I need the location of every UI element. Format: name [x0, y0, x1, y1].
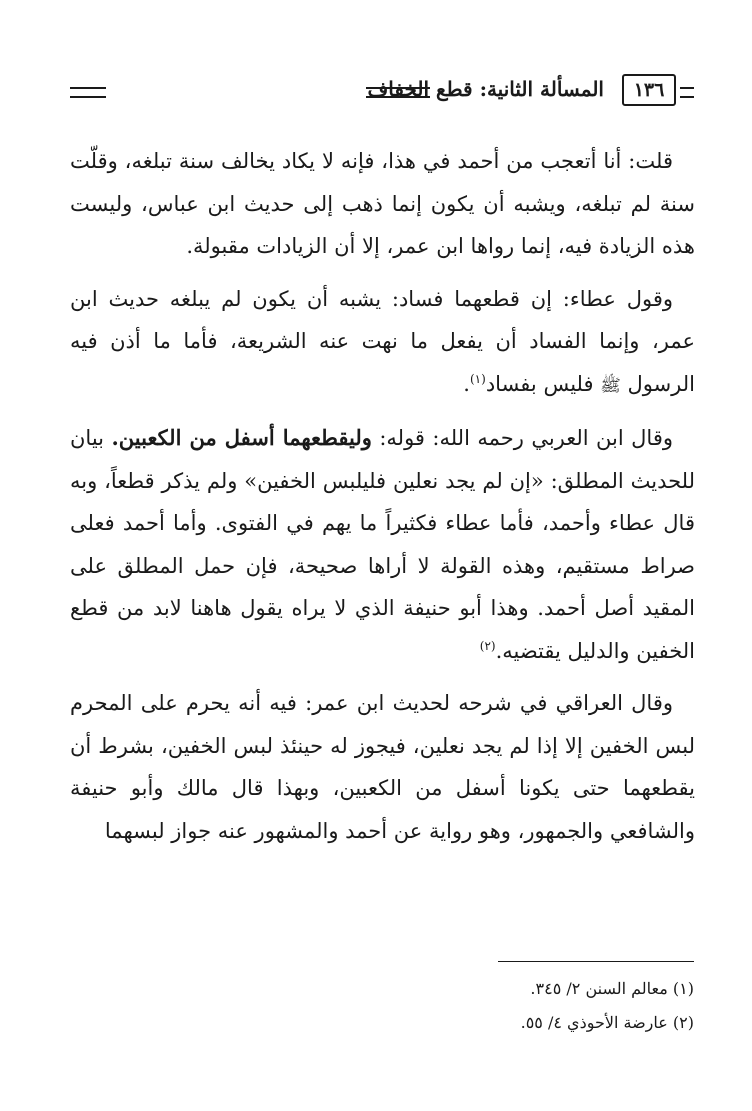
page-header: [70, 72, 694, 112]
paragraph-2-period: .: [463, 371, 470, 396]
paragraph-1: قلت: أنا أتعجب من أحمد في هذا، فإنه لا يكاد يخالف سنة تبلغه، وقلّت سنة لم تبلغه، ويشبه أن يكون إنما ذهب إلى حديث ابن عباس، وليست هذه الزيادة فيه، إنما رواها ابن عمر، إلا أن الزيادات مقبولة.: [70, 149, 695, 258]
paragraph-4: وقال العراقي في شرحه لحديث ابن عمر: فيه أنه يحرم على المحرم لبس الخفين إلا إذا لم يجد نعلين، فيجوز له حينئذ لبس الخفين، بشرط أن يقطعهما حتى يكونا أسفل من الكعبين، وبهذا قال مالك وأبو حنيفة والشافعي والجمهور، وهو رواية عن أحمد والمشهور عنه جواز لبسهما: [70, 691, 695, 843]
running-title: المسألة الثانية: قطع الخفاف: [367, 77, 604, 101]
paragraph-3-start: وقال ابن العربي رحمه الله: قوله:: [379, 426, 673, 450]
page-number: ١٣٦: [622, 74, 676, 106]
header-rule-right: [680, 87, 694, 98]
footnotes: [74, 972, 694, 1040]
footnote-ref-1[interactable]: (١): [469, 371, 486, 386]
footnote-ref-2[interactable]: (٢): [479, 638, 496, 653]
paragraph-2-text: وقول عطاء: إن قطعهما فساد: يشبه أن يكون لم يبلغه حديث ابن عمر، وإنما الفساد أن يفعل ما نهت عنه الشريعة، فأما ما أذن فيه الرسول: [70, 286, 695, 396]
footnote-1: (١) معالم السنن ٢/ ٣٤٥.: [530, 979, 694, 998]
main-text: [70, 140, 695, 862]
paragraph-2-end: فليس بفساد: [485, 371, 594, 396]
paragraph-2: [70, 278, 695, 408]
paragraph-3-rest: بيان للحديث المطلق: «إن لم يجد نعلين فليلبس الخفين» ولم يذكر قطعاً، وبه قال عطاء وأحمد، فأما عطاء فكثيراً ما يهم في الفتوى. وأما أحمد فعلى صراط مستقيم، وهذه القولة لا أراها صحيحة، فإن حمل المطلق على المقيد أصل أحمد. وهذا أبو حنيفة الذي لا يراه يقول هاهنا لابد من قطع الخفين والدليل يقتضيه.: [70, 426, 695, 663]
paragraph-3: [70, 417, 695, 672]
footnote-2: (٢) عارضة الأحوذي ٤/ ٥٥.: [520, 1013, 694, 1032]
hadith-quote-bold: وليقطعهما أسفل من الكعبين.: [111, 425, 372, 450]
salla-ligature: ﷺ: [600, 375, 621, 396]
footnote-divider: [498, 961, 694, 962]
header-rule-left: [70, 87, 106, 98]
